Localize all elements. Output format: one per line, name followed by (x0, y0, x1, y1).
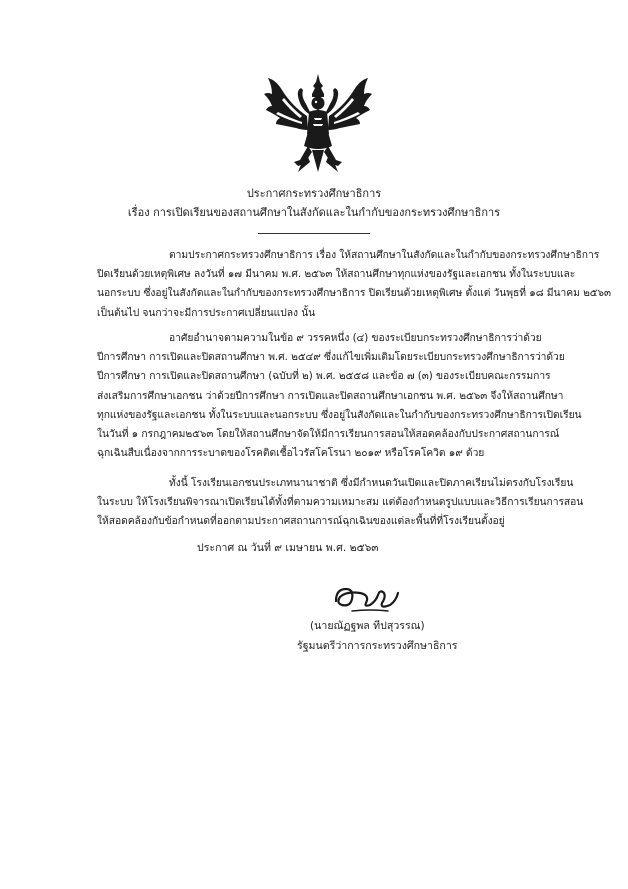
paragraph-line: เป็นต้นไป จนกว่าจะมีการประกาศเปลี่ยนแปลง นั้น (97, 306, 316, 319)
paragraph-line: ส่งเสริมการศึกษาเอกชน ว่าด้วยปีการศึกษา การเปิดและปิดสถานศึกษาเอกชน พ.ศ. ๒๕๖๓ จึงให้สถานศึกษา (97, 389, 564, 402)
paragraph-line: นอกระบบ ซึ่งอยู่ในสังกัดและในกำกับของกระทรวงศึกษาธิการ ปิดเรียนด้วยเหตุพิเศษ ตั้งแต่ วันพุธที่ ๑๘ มีนาคม ๒๕๖๓ (97, 287, 612, 300)
paragraph-1 (97, 246, 612, 323)
paragraph-line: ทุกแห่งของรัฐและเอกชน ทั้งในระบบและนอกระบบ ซึ่งอยู่ในสังกัดและในกำกับของกระทรวงศึกษาธิการเปิดเรียน (97, 408, 582, 421)
paragraph-line: ตามประกาศกระทรวงศึกษาธิการ เรื่อง ให้สถานศึกษาในสังกัดและในกำกับของกระทรวงศึกษาธิการ (169, 249, 600, 261)
document-title: ประกาศกระทรวงศึกษาธิการ (246, 187, 382, 200)
announcement-date: ประกาศ ณ วันที่ ๙ เมษายน พ.ศ. ๒๕๖๓ (197, 542, 379, 554)
paragraph-line: ปิดเรียนด้วยเหตุพิเศษ ลงวันที่ ๑๗ มีนาคม พ.ศ. ๒๕๖๓ ให้สถานศึกษาทุกแห่งของรัฐและเอกชน ทั้งในระบบและ (97, 268, 576, 281)
paragraph-line: ในวันที่ ๑ กรกฎาคม๒๕๖๓ โดยให้สถานศึกษาจัดให้มีการเรียนการสอนให้สอดคล้องกับประกาศสถานการณ์ (97, 428, 560, 441)
paragraph-3 (97, 474, 584, 532)
paragraph-line: ฉุกเฉินสืบเนื่องจากการระบาดของโรคติดเชื้อไวรัสโคโรนา ๒๐๑๙ หรือโรคโควิด ๑๙ ด้วย (97, 447, 485, 460)
paragraph-2 (97, 329, 582, 463)
title-divider (258, 233, 370, 234)
signatory-position: รัฐมนตรีว่าการกระทรวงศึกษาธิการ (297, 640, 458, 652)
signature-icon (330, 575, 400, 617)
garuda-emblem-icon (262, 72, 374, 176)
document-subject: เรื่อง การเปิดเรียนของสถานศึกษาในสังกัดและในกำกับของกระทรวงศึกษาธิการ (127, 206, 501, 219)
paragraph-line: ให้สอดคล้องกับข้อกำหนดที่ออกตามประกาศสถานการณ์ฉุกเฉินของแต่ละพื้นที่ที่โรงเรียนตั้งอยู่ (97, 515, 505, 528)
paragraph-line: อาศัยอำนาจตามความในข้อ ๙ วรรคหนึ่ง (๔) ของระเบียบกระทรวงศึกษาธิการว่าด้วย (169, 332, 542, 344)
paragraph-line: ปีการศึกษา การเปิดและปิดสถานศึกษา พ.ศ. ๒๕๔๙ ซึ่งแก้ไขเพิ่มเติมโดยระเบียบกระทรวงศึกษาธิการว่าด้วย (97, 351, 565, 364)
signatory-name: (นายณัฏฐพล ทีปสุวรรณ) (310, 620, 425, 632)
paragraph-line: ทั้งนี้ โรงเรียนเอกชนประเภทนานาชาติ ซึ่งมีกำหนดวันเปิดและปิดภาคเรียนไม่ตรงกับโรงเรียน (169, 477, 574, 489)
paragraph-line: ปีการศึกษา การเปิดและปิดสถานศึกษา (ฉบับที่ ๒) พ.ศ. ๒๕๕๘ และข้อ ๗ (๓) ของระเบียบคณะกรรมการ (97, 370, 551, 383)
paragraph-line: ในระบบ ให้โรงเรียนพิจารณาเปิดเรียนได้ทั้งที่ตามความเหมาะสม แต่ต้องกำหนดรูปแบบและวิธีการเรียนการสอน (97, 496, 584, 509)
